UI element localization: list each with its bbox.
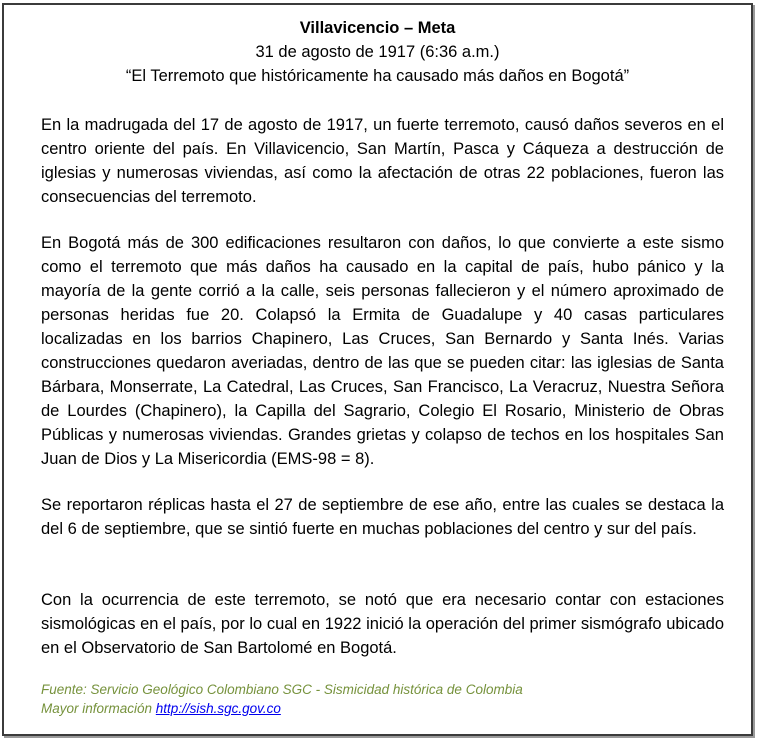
header xyxy=(4,16,751,88)
paragraph-3: Se reportaron réplicas hasta el 27 de septiembre de ese año, entre las cuales se destaca la del 6 de septiembre, que se sintió fuerte en muchas poblaciones del centro y sur del país. xyxy=(41,496,724,538)
paragraph-1: En la madrugada del 17 de agosto de 1917, un fuerte terremoto, causó daños severos en el centro oriente del país. En Villavicencio, San Martín, Pasca y Cáqueza a destrucción de iglesias y numerosas viviendas, así como la afectación de otras 22 poblaciones, fueron las consecuencias del terremoto. xyxy=(41,116,724,206)
event-date: 31 de agosto de 1917 (6:36 a.m.) xyxy=(255,43,500,61)
more-info-line xyxy=(41,699,523,718)
paragraph-4: Con la ocurrencia de este terremoto, se notó que era necesario contar con estaciones sismológicas en el país, por lo cual en 1922 inició la operación del primer sismógrafo ubicado en el Observatorio de San Bartolomé en Bogotá. xyxy=(41,591,724,657)
source-note xyxy=(41,680,523,718)
paragraph-2: En Bogotá más de 300 edificaciones resultaron con daños, lo que convierte a este sismo como el terremoto que más daños ha causado en la capital de país, hubo pánico y la mayoría de la gente corrió a la calle, seis personas fallecieron y el número aproximado de personas heridas fue 20. Colapsó la Ermita de Guadalupe y 40 casas particulares localizadas en los barrios Chapinero, Las Cruces, San Bernardo y Santa Inés. Varias construcciones quedaron averiadas, dentro de las que se pueden citar: las iglesias de Santa Bárbara, Monserrate, La Catedral, Las Cruces, San Francisco, La Veracruz, Nuestra Señora de Lourdes (Chapinero), la Capilla del Sagrario, Colegio El Rosario, Ministerio de Obras Públicas y numerosas viviendas. Grandes grietas y colapso de techos en los hospitales San Juan de Dios y La Misericordia (EMS-98 = 8). xyxy=(41,234,724,468)
source-line: Fuente: Servicio Geológico Colombiano SGC - Sismicidad histórica de Colombia xyxy=(41,682,523,697)
event-subtitle: “El Terremoto que históricamente ha causado más daños en Bogotá” xyxy=(125,67,630,85)
more-info-link[interactable]: http://sish.sgc.gov.co xyxy=(155,701,281,716)
event-location-title: Villavicencio – Meta xyxy=(299,19,456,37)
more-info-label: Mayor información xyxy=(41,701,156,716)
document-frame xyxy=(2,3,753,736)
